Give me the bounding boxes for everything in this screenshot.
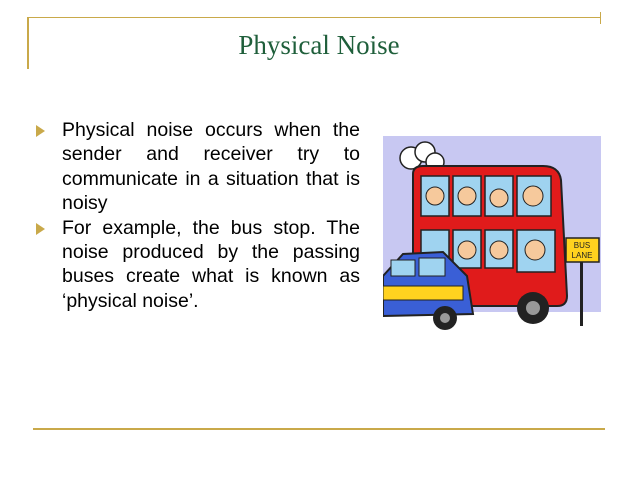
bullet-list	[30, 118, 360, 313]
sign-text-line1: BUS	[573, 241, 591, 250]
bus-cartoon-illustration	[383, 136, 601, 338]
sign-pole	[580, 256, 583, 326]
frame-top-rule	[27, 17, 601, 18]
slide-title: Physical Noise	[238, 30, 400, 60]
frame-right-tick	[600, 12, 601, 24]
frame-bottom-rule	[33, 428, 605, 430]
bullet-marker-icon	[36, 125, 45, 137]
bullet-marker-icon	[36, 223, 45, 235]
bullet-text: Physical noise occurs when the sender and receiver try to communicate in a situation that is noisy	[62, 119, 360, 215]
bullet-item	[30, 216, 360, 314]
bullet-item	[30, 118, 360, 216]
bus-lane-sign	[566, 238, 599, 262]
bullet-text: For example, the bus stop. The noise produced by the passing buses create what is known as ‘physical noise’.	[62, 216, 360, 312]
sign-text-line2: LANE	[571, 251, 593, 260]
